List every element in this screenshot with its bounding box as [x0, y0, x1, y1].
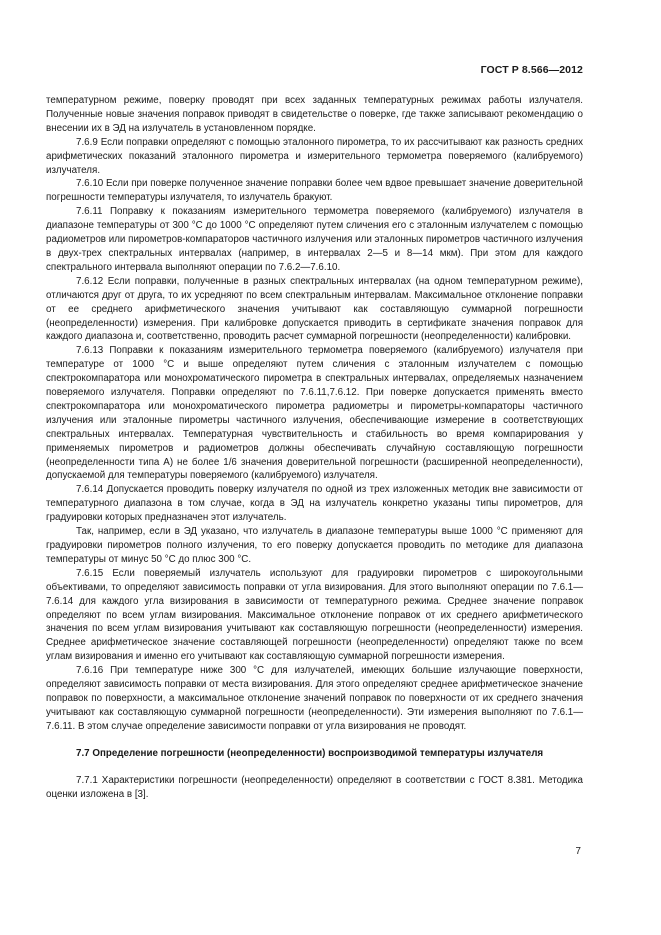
document-header: ГОСТ Р 8.566—2012 [480, 64, 583, 76]
paragraph-7-6-13: 7.6.13 Поправки к показаниям измерительного термометра поверяемого (калибруемого) излучателя при температуре от 1000 °С и выше определяют путем сличения с эталонным излучателем с помощью спектрокомпаратора или монохроматического пирометра в спектральных интервалах, определяемых назначением поверяемого излучателя. Поправки определяют по 7.6.11,7.6.12. При поверке допускается применять вместо спектрокомпаратора или монохроматического пирометра радиометры и пирометры-компараторы частичного излучения или эталонные пирометры частичного излучения, обеспечивающие измерение в соответствующих спектральных интервалах. Температурная чувствительность и стабильность во время компарирования у применяемых пирометров и радиометров должны обеспечивать случайную составляющую погрешности (неопределенности типа А) не более 1/6 значения доверительной погрешности (расширенной неопределенности), допускаемой для температуры поверяемого (калибруемого) излучателя. [46, 345, 583, 482]
document-body [46, 94, 583, 801]
paragraph-7-6-16: 7.6.16 При температуре ниже 300 °С для излучателей, имеющих большие излучающие поверхности, определяют зависимость поправки от места визирования. Для этого определяют среднее арифметическое значение поправок по поверхности, а максимальное отклонение значений поправок по поверхности от их среднего значения учитывают как составляющую суммарной погрешности (неопределенности). Эти измерения выполняют по 7.6.1—7.6.11. В этом случае определение зависимости поправки от угла визирования не проводят. [46, 665, 583, 732]
paragraph-7-6-14: 7.6.14 Допускается проводить поверку излучателя по одной из трех изложенных методик вне зависимости от температурного диапазона в том случае, когда в ЭД на излучатель конкретно указаны типы пирометров, для градуировки которых предназначен этот излучатель. [46, 484, 583, 524]
paragraph-7-6-15: 7.6.15 Если поверяемый излучатель используют для градуировки пирометров с широкоугольными объективами, то определяют зависимость поправки от угла визирования. Для этого выполняют операции по 7.6.1—7.6.14 для каждого угла визирования в зависимости от температурного режима. Среднее значение поправок определяют по всем углам визирования. Максимальное отклонение поправок от их среднего арифметического значения по всем углам визирования учитывают как составляющую погрешности (неопределенности) измерения. Среднее арифметическое значение составляющей погрешности (неопределенности) определяют также по всем углам визирования и именно его учитывают как составляющую суммарной погрешности измерения. [46, 567, 583, 663]
paragraph-7-6-10: 7.6.10 Если при поверке полученное значение поправки более чем вдвое превышает значение доверительной погрешности температуры излучателя, то излучатель бракуют. [46, 178, 583, 204]
section-title-7-7: 7.7 Определение погрешности (неопределенности) воспроизводимой температуры излучателя [76, 747, 544, 759]
paragraph-7-6-12: 7.6.12 Если поправки, полученные в разных спектральных интервалах (на одном температурном режиме), отличаются друг от друга, то их усредняют по всем спектральным интервалам. Максимальное отклонение поправки от ее среднего арифметического значения учитывают как составляющую суммарной погрешности (неопределенности) измерения. При калибровке допускается приводить в сертификате значения поправок для каждого диапазона и, соответственно, проводить расчет суммарной погрешности (неопределенности) калибровки. [46, 275, 583, 343]
paragraph-7-6-9: 7.6.9 Если поправки определяют с помощью эталонного пирометра, то их рассчитывают как разность средних арифметических показаний эталонного пирометра и измерительного термометра поверяемого (калибруемого) излучателя. [46, 136, 583, 176]
paragraph-7-7-1: 7.7.1 Характеристики погрешности (неопределенности) определяют в соответствии с ГОСТ 8.381. Методика оценки изложена в [3]. [46, 774, 583, 800]
paragraph-example: Так, например, если в ЭД указано, что излучатель в диапазоне температуры выше 1000 °С применяют для градуировки пирометров полного излучения, то его поверку допускается проводить по методике для диапазона температуры от минус 50 °С до плюс 300 °С. [46, 526, 583, 565]
paragraph-continuation: температурном режиме, поверку проводят при всех заданных температурных режимах работы излучателя. Полученные новые значения поправок приводят в свидетельстве о поверке, где также записывают рекомендацию о внесении их в ЭД на излучатель в установленном порядке. [46, 95, 583, 134]
page-number: 7 [575, 846, 581, 857]
paragraph-7-6-11: 7.6.11 Поправку к показаниям измерительного термометра поверяемого (калибруемого) излучателя в диапазоне температуры от 300 °С до 1000 °С определяют путем сличения его с эталонным излучателем с помощью радиометров или пирометров-компараторов частичного излучения или эталонных пирометров частичного излучения в двух-трех спектральных интервалах (например, в интервалах 2—5 и 8—14 мкм). При этом для каждого спектрального интервала выполняют операции по 7.6.2—7.6.10. [46, 206, 583, 273]
